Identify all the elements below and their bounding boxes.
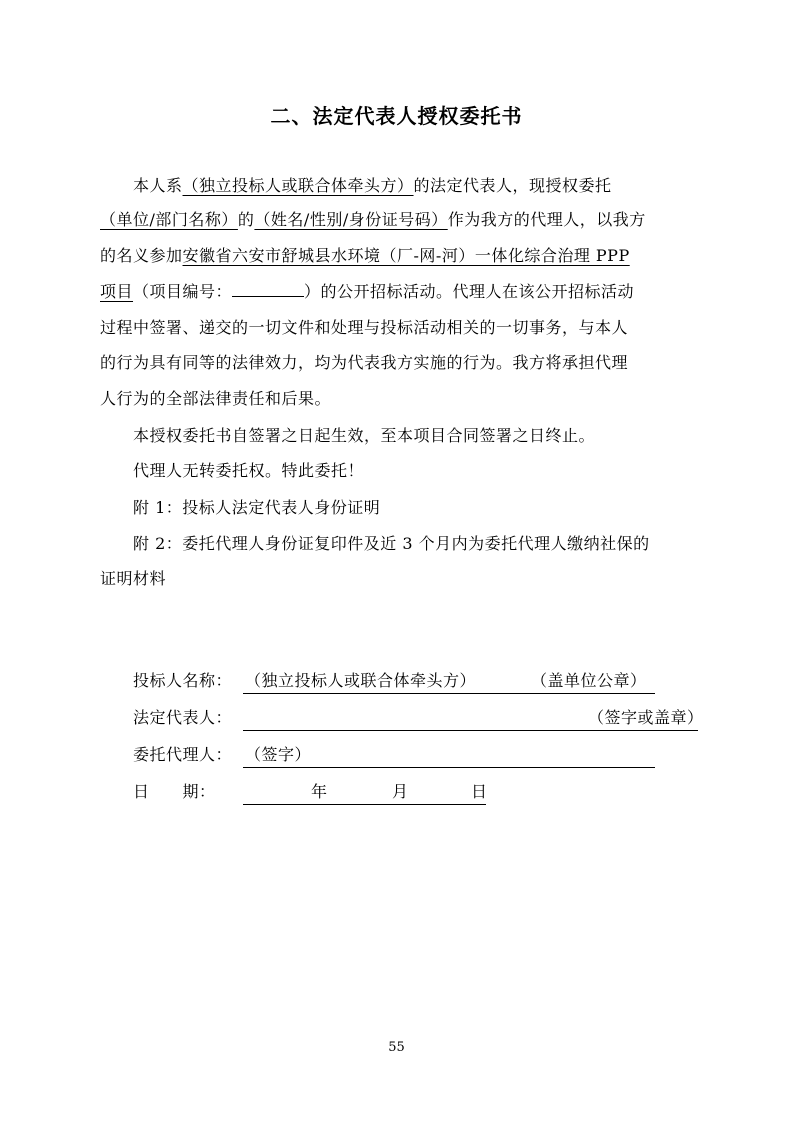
text: （项目编号： bbox=[133, 282, 233, 301]
attachment-1: 附 1：投标人法定代表人身份证明 bbox=[133, 498, 381, 517]
text: 的名义参加 bbox=[100, 246, 183, 265]
bidder-name-value: （独立投标人或联合体牵头方） bbox=[245, 671, 477, 690]
unit-field: （单位/部门名称） bbox=[100, 210, 238, 229]
day-label: 日 bbox=[471, 782, 488, 801]
paragraph-line-4 bbox=[100, 282, 634, 302]
legal-rep-line bbox=[243, 708, 704, 731]
month-label: 月 bbox=[392, 782, 409, 801]
agent-line bbox=[243, 745, 655, 768]
agent-row bbox=[133, 745, 703, 765]
project-number-blank bbox=[232, 282, 304, 297]
agent-hint: （签字） bbox=[245, 745, 312, 764]
bidder-seal-hint: （盖单位公章） bbox=[531, 671, 647, 690]
date-row bbox=[133, 782, 703, 802]
legal-rep-row bbox=[133, 708, 703, 728]
bidder-name-row bbox=[133, 671, 703, 691]
paragraph-line-5: 过程中签署、递交的一切文件和处理与投标活动相关的一切事务，与本人 bbox=[100, 318, 629, 337]
text: 作为我方的代理人，以我方 bbox=[447, 210, 646, 229]
date-line bbox=[243, 782, 486, 805]
page-number: 55 bbox=[388, 1040, 405, 1055]
bidder-name-label: 投标人名称： bbox=[133, 671, 233, 690]
paragraph-line-3 bbox=[100, 246, 630, 266]
bidder-type-field: （独立投标人或联合体牵头方） bbox=[182, 176, 414, 195]
document-title: 二、法定代表人授权委托书 bbox=[270, 104, 523, 128]
attachment-2: 附 2：委托代理人身份证复印件及近 3 个月内为委托代理人缴纳社保的 bbox=[133, 534, 650, 553]
date-label: 日 期： bbox=[133, 782, 216, 801]
bidder-name-line bbox=[243, 671, 655, 694]
legal-rep-label: 法定代表人： bbox=[133, 708, 233, 727]
text: 的法定代表人，现授权委托 bbox=[413, 176, 612, 195]
paragraph-line-1 bbox=[133, 176, 612, 196]
attachment-2-cont: 证明材料 bbox=[100, 569, 167, 588]
project-name-field: 安徽省六安市舒城县水环境（厂-网-河）一体化综合治理 PPP bbox=[182, 246, 630, 265]
project-name-field-cont: 项目 bbox=[100, 282, 134, 301]
paragraph-line-9: 代理人无转委托权。特此委托！ bbox=[133, 461, 365, 480]
agent-info-field: （姓名/性别/身份证号码） bbox=[254, 210, 448, 229]
text: 的 bbox=[237, 210, 255, 229]
text: 本人系 bbox=[133, 176, 183, 195]
agent-label: 委托代理人： bbox=[133, 745, 233, 764]
paragraph-line-8: 本授权委托书自签署之日起生效，至本项目合同签署之日终止。 bbox=[133, 426, 596, 445]
paragraph-line-6: 的行为具有同等的法律效力，均为代表我方实施的行为。我方将承担代理 bbox=[100, 353, 629, 372]
paragraph-line-2 bbox=[100, 210, 646, 230]
text: ）的公开招标活动。代理人在该公开招标活动 bbox=[304, 282, 635, 301]
legal-rep-hint: （签字或盖章） bbox=[588, 708, 704, 727]
paragraph-line-7: 人行为的全部法律责任和后果。 bbox=[100, 389, 332, 408]
year-label: 年 bbox=[311, 782, 328, 801]
